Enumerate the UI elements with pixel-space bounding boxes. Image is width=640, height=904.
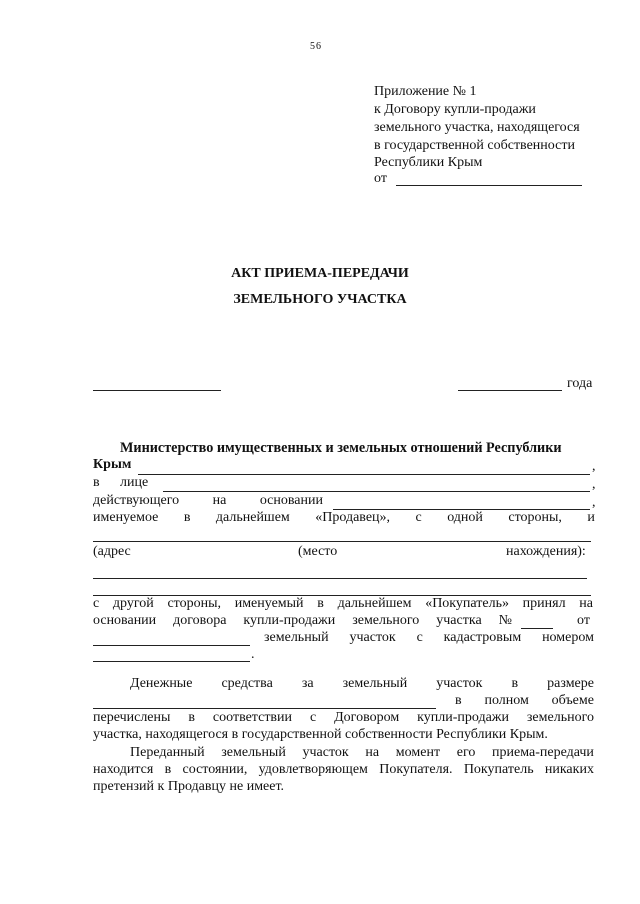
comma: , xyxy=(592,477,596,492)
comma: , xyxy=(592,459,596,474)
text-word: в xyxy=(188,710,195,725)
text-word: кадастровым xyxy=(443,630,522,645)
transferred-line xyxy=(93,710,594,726)
text-word: находится xyxy=(93,762,154,777)
text-word: одной xyxy=(447,510,483,525)
text-word: земельный xyxy=(264,630,329,645)
text-word: от xyxy=(577,613,590,628)
text-word: Договором xyxy=(334,710,400,725)
place-blank xyxy=(93,390,221,391)
text-word: в xyxy=(511,676,519,691)
text-word: действующего xyxy=(93,493,180,508)
year-label: года xyxy=(567,376,593,391)
text-word: стороны, xyxy=(167,596,221,611)
text-word: стороны, xyxy=(508,510,562,525)
text-line: участка, находящегося в государственной собственности Республики Крым. xyxy=(93,727,548,742)
text-word: в xyxy=(317,596,324,611)
text-word: Денежные xyxy=(130,676,193,691)
named-seller-line xyxy=(93,510,595,526)
blank-line xyxy=(93,541,591,542)
buyer-line xyxy=(93,596,593,612)
text-word: участок xyxy=(436,676,483,691)
text-word: в xyxy=(93,475,100,490)
text-word: дальнейшем xyxy=(215,510,290,525)
text-word: принял xyxy=(522,596,566,611)
page-number: 56 xyxy=(310,41,322,52)
parcel-line xyxy=(264,630,594,646)
contract-number-blank xyxy=(521,628,553,629)
text-word: приема-передачи xyxy=(492,745,594,760)
text-word: за xyxy=(301,676,314,691)
address-label: (место xyxy=(298,544,338,559)
address-label: нахождения): xyxy=(506,544,586,559)
blank-line xyxy=(93,578,587,579)
text-word: в xyxy=(183,510,191,525)
text-word: с xyxy=(309,710,317,725)
appendix-date-blank xyxy=(396,185,582,186)
contract-date-blank xyxy=(93,645,250,646)
text-word: в xyxy=(455,693,462,708)
appendix-line: земельного участка, находящегося xyxy=(374,120,580,135)
amount-blank xyxy=(93,708,436,709)
contract-basis-line xyxy=(93,613,512,629)
text-word: с xyxy=(416,630,423,645)
text-word: Переданный xyxy=(130,745,205,760)
text-word: состоянии, xyxy=(182,762,248,777)
text-word: Покупатель xyxy=(463,762,534,777)
text-word: номером xyxy=(542,630,594,645)
appendix-line: к Договору купли-продажи xyxy=(374,102,536,117)
text-word: на xyxy=(212,493,227,508)
text-word: земельного xyxy=(352,613,420,628)
text-word: дальнейшем xyxy=(337,596,412,611)
text-word: момент xyxy=(395,745,441,760)
cadastral-number-blank xyxy=(93,661,250,662)
text-word: земельный xyxy=(342,676,408,691)
text-word: с xyxy=(415,510,422,525)
text-word: объеме xyxy=(551,693,594,708)
document-subtitle: ЗЕМЕЛЬНОГО УЧАСТКА xyxy=(233,292,407,307)
text-word: с xyxy=(93,596,100,611)
text-word: именуемый xyxy=(234,596,304,611)
text-word: перечислены xyxy=(93,710,171,725)
blank-line xyxy=(163,491,590,492)
comma: , xyxy=(592,495,596,510)
date-blank xyxy=(458,390,562,391)
blank-line xyxy=(138,474,590,475)
ministry-name: Министерство имущественных и земельных отношений Республики xyxy=(120,440,562,456)
text-word: основании xyxy=(93,613,157,628)
appendix-line: в государственной собственности xyxy=(374,138,575,153)
ministry-name-cont: Крым xyxy=(93,457,132,472)
text-word: Покупателя. xyxy=(379,762,453,777)
text-word: лице xyxy=(120,475,149,490)
text-word: в xyxy=(164,762,172,777)
payment-line xyxy=(130,676,594,692)
text-word: полном xyxy=(484,693,529,708)
text-word: размере xyxy=(547,676,594,691)
text-word: никаких xyxy=(544,762,594,777)
acting-line xyxy=(93,493,323,509)
text-word: «Покупатель» xyxy=(425,596,509,611)
text-word: земельный xyxy=(221,745,286,760)
text-word: купли-продажи xyxy=(243,613,336,628)
appendix-line: Республики Крым xyxy=(374,155,483,170)
text-line: претензий к Продавцу не имеет. xyxy=(93,779,285,794)
period: . xyxy=(251,647,255,662)
text-word: участок xyxy=(302,745,349,760)
condition-line xyxy=(93,762,594,778)
text-word: на xyxy=(579,596,593,611)
text-word: удовлетворяющем xyxy=(258,762,368,777)
text-word: земельного xyxy=(526,710,594,725)
text-word: средства xyxy=(221,676,273,691)
text-word: именуемое xyxy=(93,510,159,525)
text-word: на xyxy=(365,745,380,760)
text-word: «Продавец», xyxy=(315,510,391,525)
address-label: (адрес xyxy=(93,544,131,559)
text-word: соответствии xyxy=(212,710,293,725)
text-word: другой xyxy=(112,596,154,611)
text-word: основании xyxy=(259,493,323,508)
appendix-date-label: от xyxy=(374,171,387,186)
document-title: АКТ ПРИЕМА-ПЕРЕДАЧИ xyxy=(231,266,409,281)
text-word: его xyxy=(456,745,476,760)
text-word: купли-продажи xyxy=(417,710,509,725)
text-word: № xyxy=(498,613,512,628)
text-word: участок xyxy=(349,630,396,645)
condition-line xyxy=(130,745,594,761)
text-word: участка xyxy=(436,613,482,628)
appendix-line: Приложение № 1 xyxy=(374,84,477,99)
text-word: и xyxy=(587,510,595,525)
full-amount-line xyxy=(455,693,594,709)
text-word: договора xyxy=(173,613,227,628)
